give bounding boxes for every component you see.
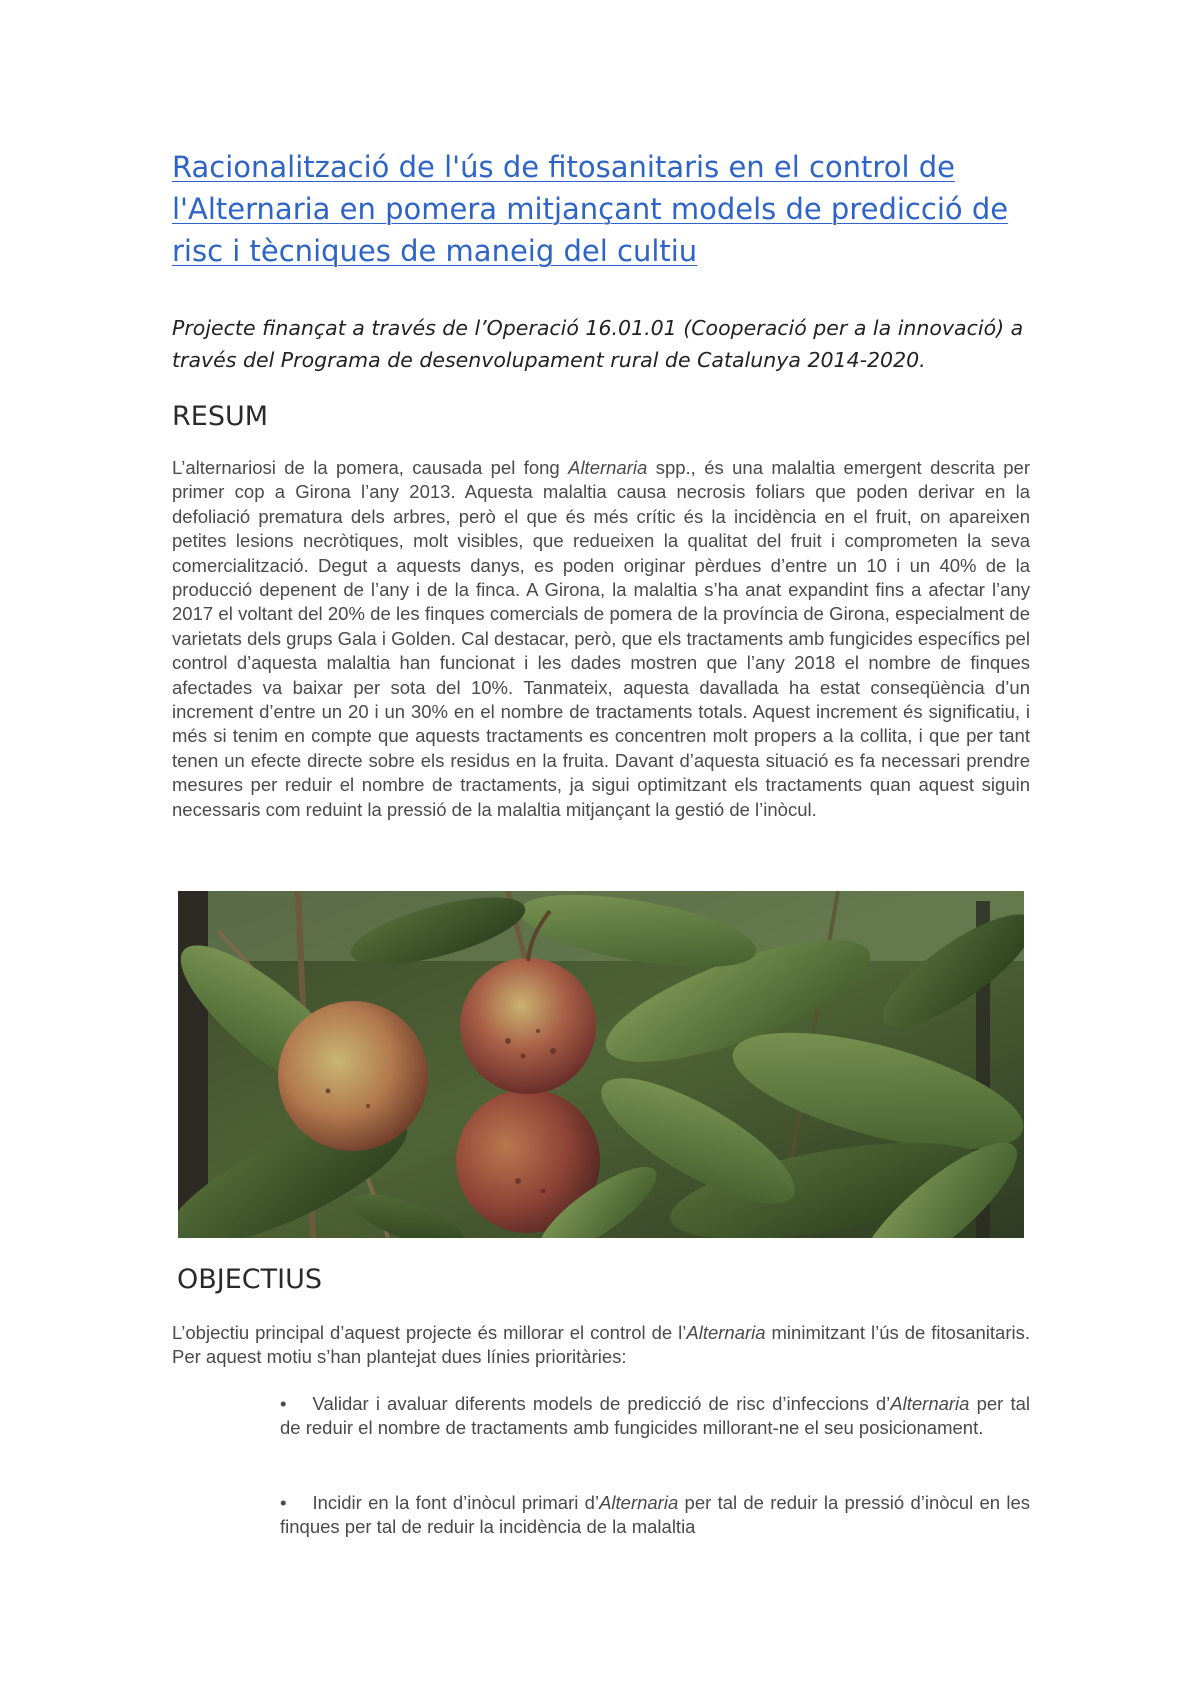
resum-text-start: L’alternariosi de la pomera, causada pel fong — [172, 457, 569, 478]
apple-alternaria-photo — [178, 891, 1024, 1238]
bullet-text-italic: Alternaria — [890, 1393, 970, 1414]
objectius-intro-start: L’objectiu principal d’aquest projecte és millorar el control de l’ — [172, 1322, 687, 1343]
objectius-intro-rest: minimitzant l’ús de fitosanitaris. Per aquest motiu s’han plantejat dues línies prioritàries: — [172, 1322, 1031, 1368]
bullet-text-start: Validar i avaluar diferents models de predicció de risc d’infeccions d’ — [312, 1393, 891, 1414]
funding-subtitle: Projecte finançat a través de l’Operació 16.01.01 (Cooperació per a la innovació) a través del Programa de desenvolupament rural de Catalunya 2014-2020. — [172, 316, 1024, 372]
bullet-text-start: Incidir en la font d’inòcul primari d’ — [312, 1492, 600, 1513]
bullet-marker: • — [280, 1393, 287, 1414]
bullet-text-rest: per tal de reduir el nombre de tractaments amb fungicides millorant-ne el seu posicionament. — [280, 1393, 1030, 1439]
objectius-heading: OBJECTIUS — [177, 1264, 323, 1295]
bullet-text-rest: per tal de reduir la pressió d’inòcul en les finques per tal de reduir la incidència de la malaltia — [280, 1492, 1030, 1538]
objective-bullet — [280, 1491, 1030, 1540]
resum-text-rest: spp., és una malaltia emergent descrita per primer cop a Girona l’any 2013. Aquesta malaltia causa necrosis foliars que poden derivar en la defoliació prematura dels arbres, però el que és més crític és la incidència en el fruit, on apareixen petites lesions necròtiques, molt visibles, que redueixen la qualitat del fruit i comprometen la seva comercialització. Degut a aquests danys, es poden originar pèrdues d’entre un 10 i un 40% de la producció depenent de l’any i de la finca. A Girona, la malaltia s’ha anat expandint fins a afectar l’any 2017 el voltant del 20% de les finques comercials de pomera de la província de Girona, especialment de varietats dels grups Gala i Golden. Cal destacar, però, que els tractaments amb fungicides específics pel control d’aquesta malaltia han funcionat i les dades mostren que l’any 2018 el nombre de finques afectades va baixar per sota del 10%. Tanmateix, aquesta davallada ha estat conseqüència d’un increment d’entre un 20 i un 30% en el nombre de tractaments totals. Aquest increment és significatiu, i més si tenim en compte que aquests tractaments es concentren molt propers a la collita, i que per tant tenen un efecte directe sobre els residus en la fruita. Davant d’aquesta situació es fa necessari prendre mesures per reduir el nombre de tractaments, ja sigui optimitzant els tractaments quan aquest siguin necessaris com reduint la pressió de la malaltia mitjançant la gestió de l’inòcul. — [172, 457, 1030, 820]
resum-paragraph — [172, 456, 1030, 822]
objectius-intro — [172, 1321, 1030, 1370]
bullet-marker: • — [280, 1492, 287, 1513]
objective-bullet — [280, 1392, 1030, 1441]
objectius-intro-italic: Alternaria — [686, 1322, 766, 1343]
resum-heading: RESUM — [172, 401, 269, 432]
bullet-text-italic: Alternaria — [599, 1492, 679, 1513]
document-title[interactable]: Racionalització de l'ús de fitosanitaris en el control de l'Alternaria en pomera mitjançant models de predicció de risc i tècniques de maneig del cultiu — [172, 150, 1009, 268]
resum-text-italic: Alternaria — [568, 457, 648, 478]
